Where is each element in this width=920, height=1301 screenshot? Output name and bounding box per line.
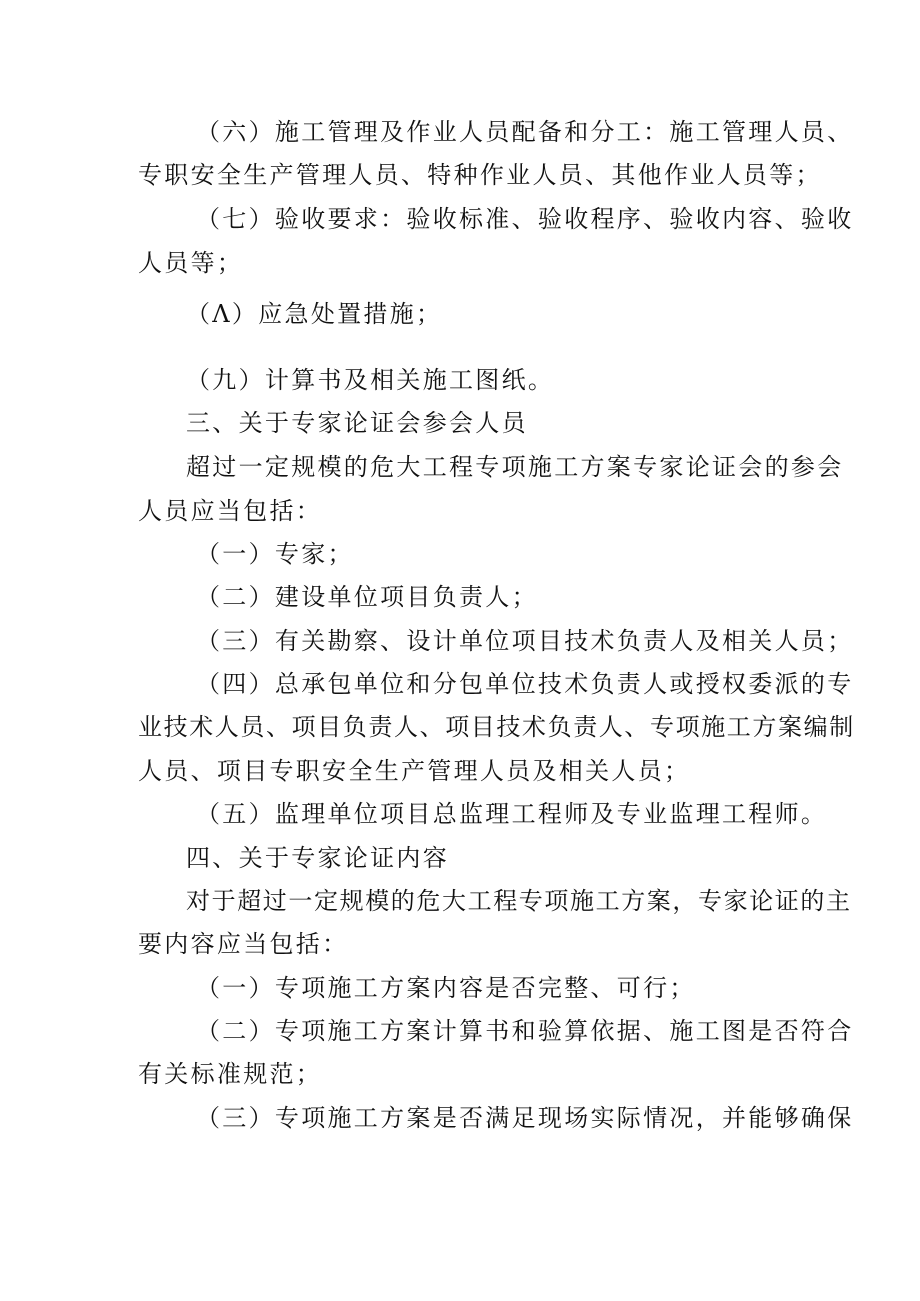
text-line: 人员等； [138, 249, 244, 277]
text-line: （一）专家； [196, 540, 354, 568]
text-line: （三）专项施工方案是否满足现场实际情况，并能够确保 [196, 1104, 854, 1132]
text-line: （Λ）应急处置措施； [186, 300, 443, 328]
text-line: （一）专项施工方案内容是否完整、可行； [196, 974, 696, 1002]
text-line: （九）计算书及相关施工图纸。 [186, 366, 555, 394]
text-line: 有关标准规范； [138, 1060, 323, 1088]
section-heading: 四、关于专家论证内容 [186, 844, 449, 872]
text-line: 专职安全生产管理人员、特种作业人员、其他作业人员等； [138, 161, 822, 189]
text-line: （三）有关勘察、设计单位项目技术负责人及相关人员； [196, 627, 854, 655]
text-line: 对于超过一定规模的危大工程专项施工方案，专家论证的主 [186, 887, 852, 915]
section-heading: 三、关于专家论证会参会人员 [186, 409, 528, 437]
text-line: （四）总承包单位和分包单位技术负责人或授权委派的专 [196, 670, 854, 698]
text-line: 人员、项目专职安全生产管理人员及相关人员； [138, 757, 691, 785]
text-line: 人员应当包括： [138, 497, 323, 525]
text-line: （二）专项施工方案计算书和验算依据、施工图是否符合 [196, 1017, 854, 1045]
text-line: （六）施工管理及作业人员配备和分工：施工管理人员、 [196, 118, 854, 146]
text-line: 超过一定规模的危大工程专项施工方案专家论证会的参会 [186, 453, 844, 481]
text-line: （五）监理单位项目总监理工程师及专业监理工程师。 [196, 800, 828, 828]
text-line: （二）建设单位项目负责人； [196, 583, 538, 611]
text-line: （七）验收要求：验收标准、验收程序、验收内容、验收 [196, 205, 854, 233]
text-line: 要内容应当包括： [138, 930, 349, 958]
text-line: 业技术人员、项目负责人、项目技术负责人、专项施工方案编制 [138, 713, 855, 741]
